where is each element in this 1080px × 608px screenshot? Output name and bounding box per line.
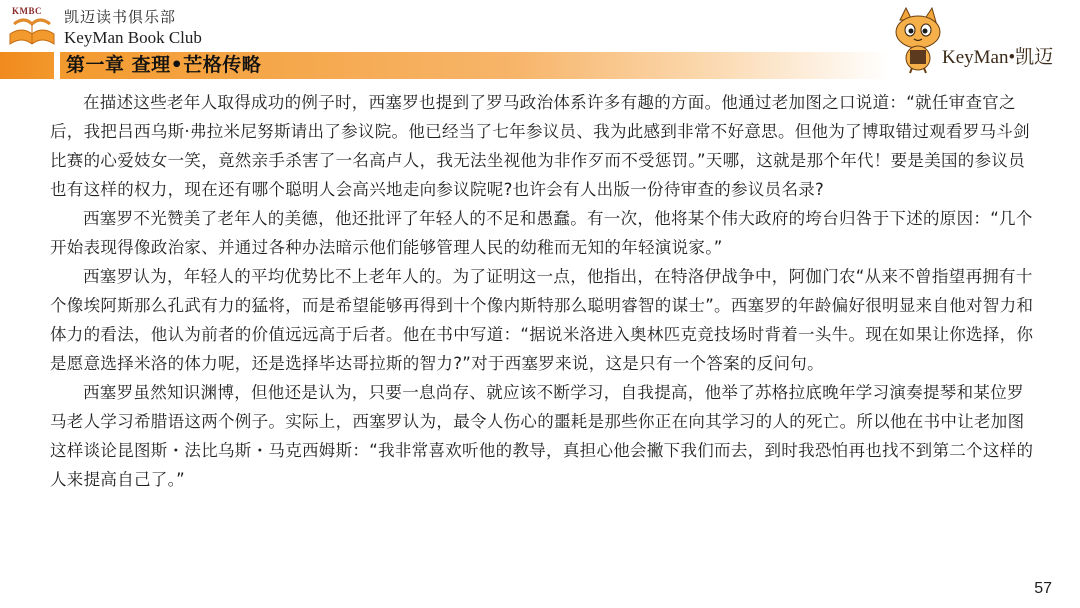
cat-mascot-icon — [890, 6, 948, 74]
paragraph: 西塞罗认为，年轻人的平均优势比不上老年人的。为了证明这一点，他指出，在特洛伊战争中，阿伽门农“从来不曾指望再拥有十个像埃阿斯那么孔武有力的猛将，而是希望能够再得到十个像内斯特那么聪明睿智的谋士”。西塞罗的年龄偏好很明显来自他对智力和体力的看法，他认为前者的价值远远高于后者。他在书中写道：“据说米洛进入奥林匹克竞技场时背着一头牛。现在如果让你选择，你是愿意选择米洛的体力呢，还是选择毕达哥拉斯的智力?”对于西塞罗来说，这是只有一个答案的反问句。 — [50, 267, 1034, 373]
logo-badge-text: KMBC — [12, 6, 42, 16]
paragraph: 西塞罗不光赞美了老年人的美德，他还批评了年轻人的不足和愚蠢。有一次，他将某个伟大政府的垮台归咎于下述的原因：“几个开始表现得像政治家、并通过各种办法暗示他们能够管理人民的幼稚而无知的年轻演说家。” — [50, 209, 1033, 257]
paragraph: 在描述这些老年人取得成功的例子时，西塞罗也提到了罗马政治体系许多有趣的方面。他通过老加图之口说道：“就任审查官之后，我把吕西乌斯·弗拉米尼努斯请出了参议院。他已经当了七年参议员、我为此感到非常不好意思。但他为了博取错过观看罗马斗剑比赛的心爱妓女一笑，竟然亲手杀害了一名高卢人，我无法坐视他为非作歹而不受惩罚。”天哪，这就是那个年代！要是美国的参议员也有这样的权力，现在还有哪个聪明人会高兴地走向参议院呢?也许会有人出版一份待审查的参议员名录? — [50, 93, 1030, 199]
brand-text: KeyMan•凯迈 — [942, 47, 1054, 68]
chapter-title: 第一章 查理•芒格传略 — [66, 54, 262, 76]
paragraph: 西塞罗虽然知识渊博，但他还是认为，只要一息尚存、就应该不断学习，自我提高，他举了苏格拉底晚年学习演奏提琴和某位罗马老人学习希腊语这两个例子。实际上，西塞罗认为，最令人伤心的噩耗是那些你正在向其学习的人的死亡。所以他在书中让老加图这样谈论昆图斯・法比乌斯・马克西姆斯：“我非常喜欢听他的教导，真担心他会撇下我们而去，到时我恐怕再也找不到第二个这样的人来提高自己了。” — [50, 383, 1034, 489]
title-bar-divider — [54, 52, 60, 79]
body-text — [50, 88, 1040, 494]
club-name-cn: 凯迈读书俱乐部 — [64, 8, 177, 26]
club-logo — [6, 4, 266, 54]
page-number: 57 — [1034, 580, 1052, 597]
club-name-en: KeyMan Book Club — [64, 28, 202, 47]
brand-logo — [890, 6, 1070, 76]
